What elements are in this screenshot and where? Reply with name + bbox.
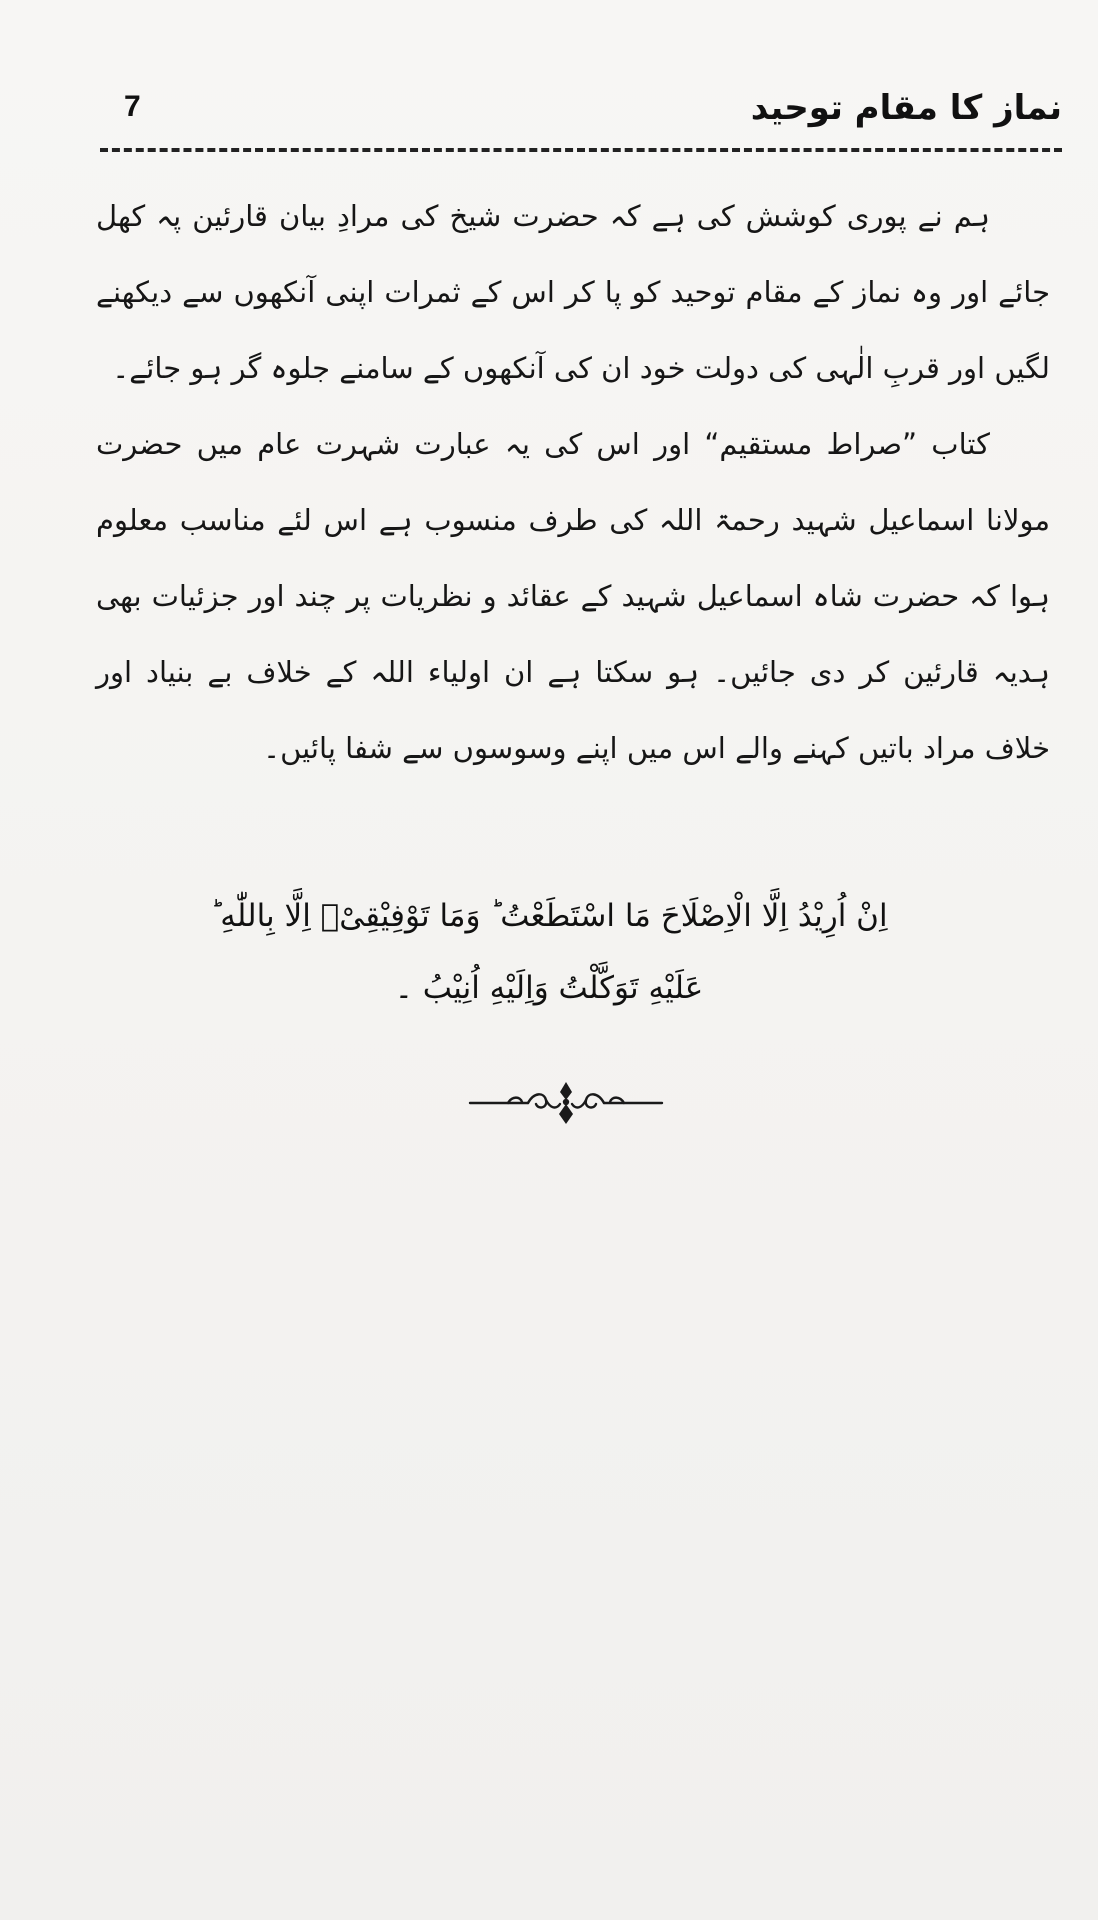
running-title: نماز کا مقام توحید [750,88,1062,128]
decorative-divider-icon [468,1078,664,1128]
verse-line-1: اِنْ اُرِیْدُ اِلَّا الْاِصْلَاحَ مَا اسْتَطَعْتُ ؕ وَمَا تَوْفِیْقِیْۤ اِلَّا بِاللّٰهِ ؕ [210,898,888,934]
page-header [100,88,1062,152]
verse-line-2: عَلَیْهِ تَوَكَّلْتُ وَاِلَیْهِ اُنِیْبُ ۔ [394,970,704,1006]
header-dashed-rule [100,148,1062,152]
paragraph-2: کتاب ”صراط مستقیم“ اور اس کی یہ عبارت شہرت عام میں حضرت مولانا اسماعیل شہید رحمۃ اللہ کی طرف منسوب ہے اس لئے مناسب معلوم ہوا کہ حضرت شاہ اسماعیل شہید کے عقائد و نظریات پر چند اور جزئیات بھی ہدیہ قارئین کر دی جائیں۔ ہو سکتا ہے ان اولیاء اللہ کے خلاف بے بنیاد اور خلاف مراد باتیں کہنے والے اس میں اپنے وسوسوں سے شفا پائیں۔ [96,427,1050,765]
quranic-verse [120,880,978,1024]
body-text [96,178,1050,786]
paragraph-1: ہم نے پوری کوشش کی ہے کہ حضرت شیخ کی مرادِ بیان قارئین پہ کھل جائے اور وہ نماز کے مقام توحید کو پا کر اس کے ثمرات اپنی آنکھوں سے دیکھنے لگیں اور قربِ الٰہی کی دولت خود ان کی آنکھوں کے سامنے جلوہ گر ہو جائے۔ [96,199,1050,385]
page-number: 7 [124,90,141,123]
